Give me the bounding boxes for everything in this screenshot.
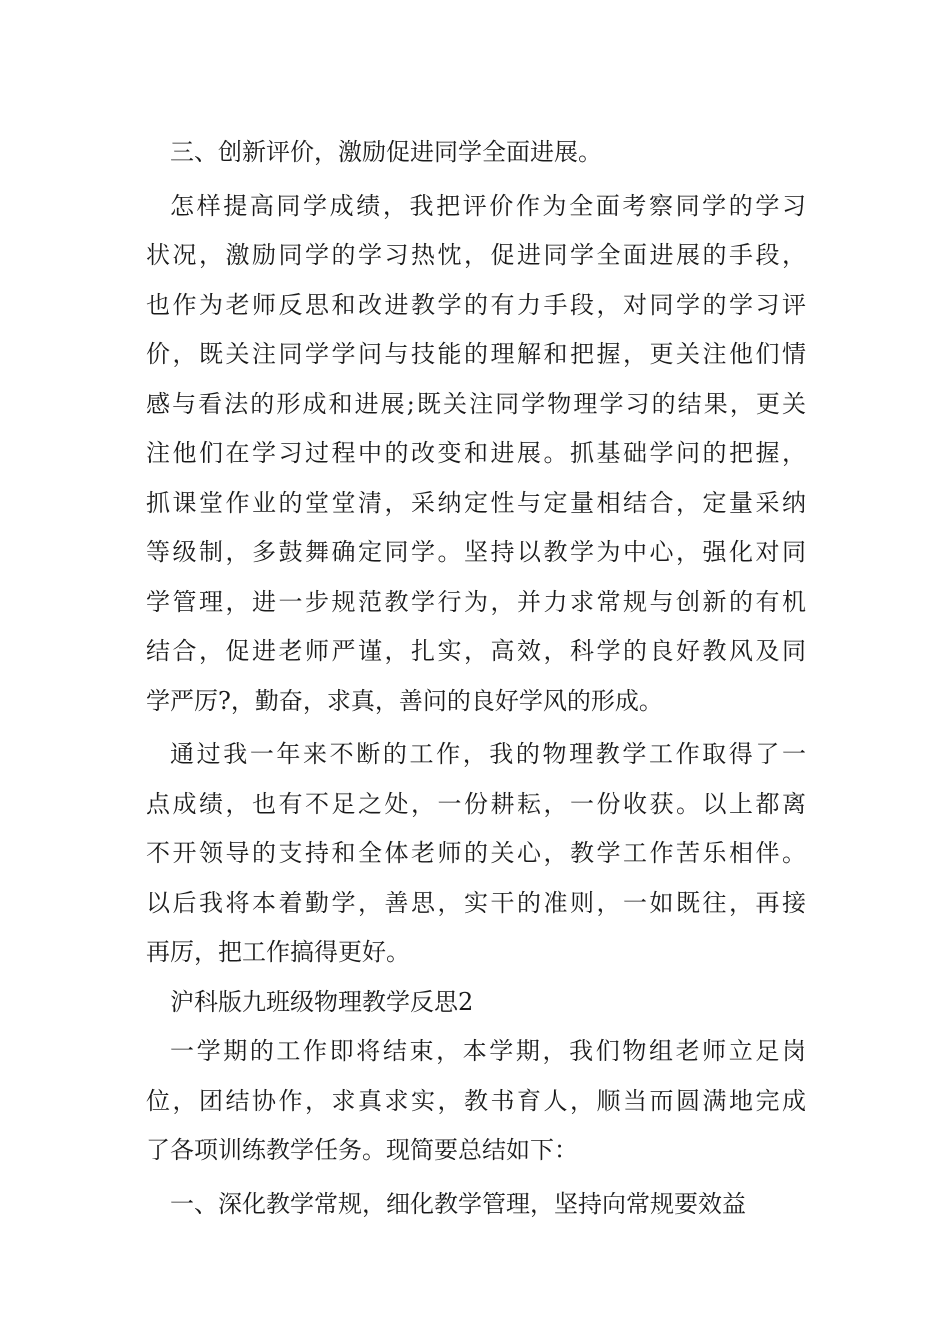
- text-line: 以后我将本着勤学，善思，实干的准则，一如既往，再接: [146, 888, 806, 917]
- text-line: 也作为老师反思和改进教学的有力手段，对同学的学习评: [146, 290, 806, 319]
- paragraph: [146, 182, 806, 727]
- text-line: 点成绩，也有不足之处，一份耕耘，一份收获。以上都离: [146, 789, 806, 818]
- document-body: [146, 128, 806, 1229]
- paragraph: [146, 730, 806, 978]
- text-line: 学管理，进一步规范教学行为，并力求常规与创新的有机: [146, 587, 806, 616]
- text-line: 学严厉?，勤奋，求真，善问的良好学风的形成。: [146, 686, 663, 715]
- text-line: 位，团结协作，求真求实，教书育人，顺当而圆满地完成: [146, 1086, 806, 1115]
- text-line: 注他们在学习过程中的改变和进展。抓基础学问的把握，: [146, 439, 806, 467]
- section-heading: 三、创新评价，激励促进同学全面进展。: [170, 138, 602, 166]
- text-line: 感与看法的形成和进展;既关注同学物理学习的结果，更关: [146, 389, 806, 418]
- paragraph: [146, 1027, 806, 1176]
- section-title: 沪科版九班级物理教学反思2: [170, 987, 474, 1016]
- text-line: 怎样提高同学成绩，我把评价作为全面考察同学的学习: [170, 191, 806, 220]
- text-line: 再厉，把工作搞得更好。: [146, 938, 410, 966]
- text-line: 抓课堂作业的堂堂清，采纳定性与定量相结合，定量采纳: [146, 488, 806, 517]
- section-heading: 一、深化教学常规，细化教学管理，坚持向常规要效益: [170, 1189, 746, 1218]
- text-line: 结合，促进老师严谨，扎实，高效，科学的良好教风及同: [146, 637, 806, 665]
- text-line: 等级制，多鼓舞确定同学。坚持以教学为中心，强化对同: [146, 538, 806, 566]
- text-line: 不开领导的支持和全体老师的关心，教学工作苦乐相伴。: [146, 839, 806, 867]
- text-line: 一学期的工作即将结束，本学期，我们物组老师立足岗: [170, 1037, 806, 1065]
- text-line: 价，既关注同学学问与技能的理解和把握，更关注他们情: [146, 340, 806, 368]
- text-line: 通过我一年来不断的工作，我的物理教学工作取得了一: [170, 740, 806, 768]
- text-line: 了各项训练教学任务。现简要总结如下：: [146, 1136, 578, 1164]
- text-line: 状况，激励同学的学习热忱，促进同学全面进展的手段，: [146, 241, 806, 269]
